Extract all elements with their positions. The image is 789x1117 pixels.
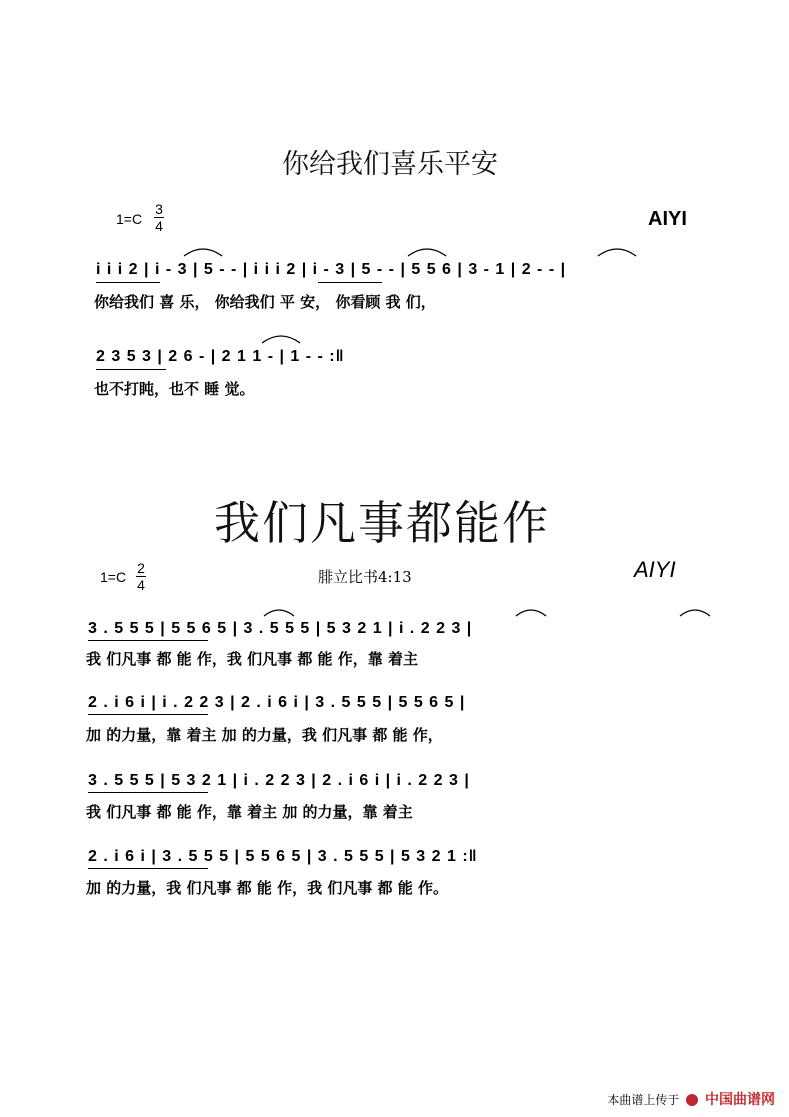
song2-ts-top: 2	[137, 560, 145, 576]
song2-lyrics-row-3: 我 们凡事 都 能 作，靠 着主 加 的力量，靠 着主	[86, 803, 413, 821]
site-logo-icon	[686, 1094, 698, 1106]
song2-lyrics-row-1: 我 们凡事 都 能 作，我 们凡事 都 能 作，靠 着主	[86, 650, 419, 668]
song1-lyrics-row-2: 也不打盹，也不 睡 觉。	[94, 380, 255, 398]
song2-key: 1=C	[100, 569, 127, 585]
slur-arc	[408, 249, 446, 256]
slurs	[184, 249, 710, 616]
song2-scripture-reference: 腓立比书4:13	[318, 568, 412, 586]
slur-arc	[264, 610, 294, 616]
song1-notes-row-1: i i i 2 | i - 3 | 5 - - | i i i 2 | i - 3 | 5 - - | 5 5 6 | 3 - 1 | 2 - - |	[96, 261, 567, 278]
song1-ts-bottom: 4	[155, 218, 163, 234]
song1-notes-row-2: 2 3 5 3 | 2 6 - | 2 1 1 - | 1 - - :‖	[96, 348, 345, 365]
song1-ts-top: 3	[155, 201, 163, 217]
slur-arc	[184, 249, 222, 256]
footer-site-link[interactable]: 中国曲谱网	[705, 1092, 775, 1108]
slur-arc	[262, 336, 300, 343]
song2-notes-row-4: 2 . i 6 i | 3 . 5 5 5 | 5 5 6 5 | 3 . 5 5 5 | 5 3 2 1 :‖	[88, 848, 478, 865]
song2-lyrics-row-2: 加 的力量，靠 着主 加 的力量，我 们凡事 都 能 作，	[86, 726, 443, 744]
song2-author: AIYI	[634, 557, 676, 582]
slur-arc	[598, 249, 636, 256]
song1-key: 1=C	[116, 211, 143, 227]
song2-lyrics-row-4: 加 的力量，我 们凡事 都 能 作，我 们凡事 都 能 作。	[86, 879, 449, 897]
song1-author: AIYI	[648, 208, 687, 230]
song2-notes-row-1: 3 . 5 5 5 | 5 5 6 5 | 3 . 5 5 5 | 5 3 2 1 | i . 2 2 3 |	[88, 620, 473, 637]
song2-notes-row-2: 2 . i 6 i | i . 2 2 3 | 2 . i 6 i | 3 . 5 5 5 | 5 5 6 5 |	[88, 694, 466, 711]
slur-arc	[680, 610, 710, 616]
footer-credit	[607, 1089, 775, 1109]
song2-title: 我们凡事都能作	[214, 496, 550, 550]
song2-notes-row-3: 3 . 5 5 5 | 5 3 2 1 | i . 2 2 3 | 2 . i 6 i | i . 2 2 3 |	[88, 772, 470, 789]
footer-text: 本曲谱上传于	[607, 1093, 680, 1107]
song1-lyrics-row-1: 你给我们 喜 乐， 你给我们 平 安， 你看顾 我 们，	[94, 293, 436, 311]
song2-ts-bottom: 4	[137, 577, 145, 593]
slur-arc	[516, 610, 546, 616]
song1-title: 你给我们喜乐平安	[282, 149, 498, 180]
